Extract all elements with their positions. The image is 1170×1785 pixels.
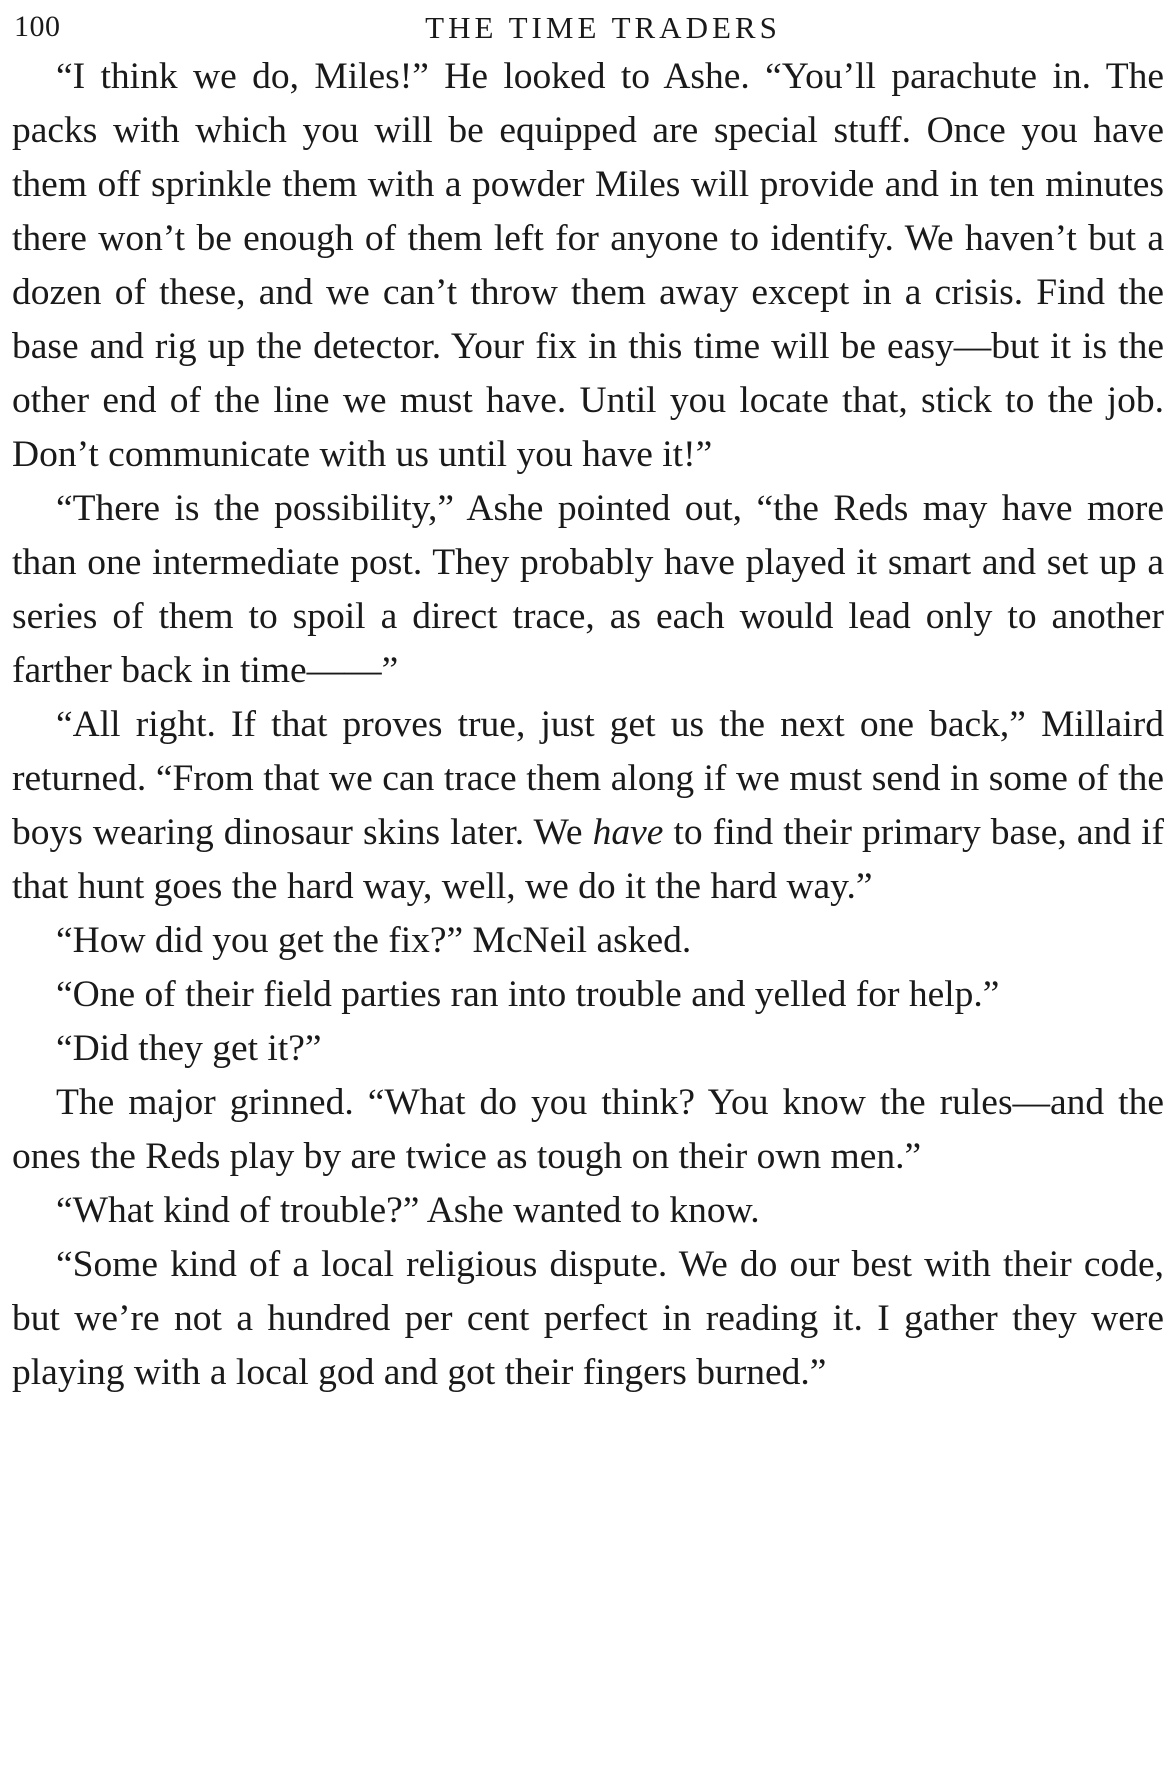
paragraph: “Some kind of a local religious dispute. We do our best with their code, but we’re not a hundred per cent perfect in reading it. I gather they were playing with a local god and got their fingers burned.” — [12, 1244, 1164, 1393]
paragraph: “Did they get it?” — [56, 1028, 322, 1069]
book-page — [12, 0, 1164, 1785]
page-number: 100 — [14, 10, 61, 43]
paragraph: “How did you get the fix?” McNeil asked. — [56, 920, 692, 961]
body-text — [12, 50, 1164, 1400]
paragraph: “I think we do, Miles!” He looked to Ashe. “You’ll parachute in. The packs with which you will be equipped are special stuff. Once you have them off sprinkle them with a powder Miles will provide and in ten minutes there won’t be enough of them left for anyone to identify. We haven’t but a dozen of these, and we can’t throw them away except in a crisis. Find the base and rig up the detector. Your fix in this time will be easy—but it is the other end of the line we must have. Until you locate that, stick to the job. Don’t communicate with us until you have it!” — [12, 56, 1164, 475]
paragraph-text: “All right. If that proves true, just get us the next one back,” Millaird returned. “From that we can trace them along if we must send in some of the boys wearing dinosaur skins later. We — [12, 704, 1164, 853]
emphasized-word: have — [592, 812, 664, 853]
paragraph: The major grinned. “What do you think? You know the rules—and the ones the Reds play by are twice as tough on their own men.” — [12, 1082, 1164, 1177]
paragraph-text: to find their primary base, and if that hunt goes the hard way, well, we do it the hard way.” — [12, 812, 1164, 907]
paragraph: “There is the possibility,” Ashe pointed out, “the Reds may have more than one intermediate post. They probably have played it smart and set up a series of them to spoil a direct trace, as each would lead only to another farther back in time——” — [12, 488, 1164, 691]
paragraph: “What kind of trouble?” Ashe wanted to know. — [56, 1190, 760, 1231]
paragraph: “One of their field parties ran into trouble and yelled for help.” — [56, 974, 1000, 1015]
paragraph — [12, 698, 1164, 914]
book-title: THE TIME TRADERS — [425, 10, 781, 45]
running-head — [12, 6, 1164, 50]
